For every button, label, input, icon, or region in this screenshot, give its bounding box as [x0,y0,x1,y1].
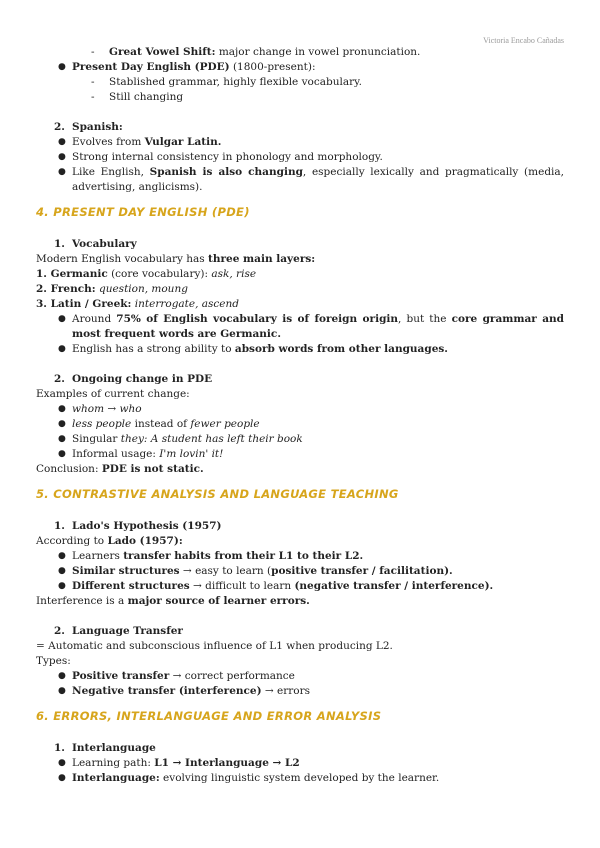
numbered-heading: 1. Interlanguage [54,742,156,754]
paragraph: 1. Germanic (core vocabulary): ask, rise [36,268,257,280]
paragraph: 2. French: question, moung [36,283,188,295]
bullet-icon: ● [58,449,66,459]
list-item: ● less people instead of fewer people [58,418,260,430]
dash-item: - Still changing [91,91,184,103]
bullet-icon: ● [58,581,66,591]
bullet-icon: ● [58,671,66,681]
list-item: ● Positive transfer → correct performance [58,670,295,682]
paragraph: Interference is a major source of learner errors. [36,595,310,607]
list-item: ● Different structures → difficult to learn (negative transfer / interference). [58,580,494,592]
section-heading-4: 4. PRESENT DAY ENGLISH (PDE) [36,205,250,219]
list-item: ● Informal usage: I'm lovin' it! [58,448,224,460]
numbered-heading: 1. Vocabulary [54,238,137,250]
paragraph: Conclusion: PDE is not static. [36,463,204,475]
bullet-icon: ● [58,419,66,429]
list-item: ● Learning path: L1 → Interlanguage → L2 [58,757,300,769]
list-item: ● whom → who [58,403,142,415]
paragraph: 3. Latin / Greek: interrogate, ascend [36,298,240,310]
bullet-icon: ● [58,404,66,414]
list-item: ● Interlanguage: evolving linguistic system developed by the learner. [58,772,440,784]
list-item: ● Evolves from Vulgar Latin. [58,136,222,148]
bullet-icon: ● [58,566,66,576]
numbered-heading: 1. Lado's Hypothesis (1957) [54,520,222,532]
bullet-icon: ● [58,434,66,444]
numbered-heading: 2. Language Transfer [54,625,183,637]
bullet-icon: ● [58,344,66,354]
paragraph: According to Lado (1957): [36,535,183,547]
paragraph: = Automatic and subconscious influence of L1 when producing L2. [36,640,393,652]
list-item: ● English has a strong ability to absorb words from other languages. [58,343,448,355]
numbered-heading: 2. Spanish: [54,121,123,133]
bullet-icon: ● [58,773,66,783]
list-item: ● Singular they: A student has left their book [58,433,303,445]
bullet-icon: ● [58,137,66,147]
list-item: ● Strong internal consistency in phonology and morphology. [58,151,383,163]
bullet-icon: ● [58,758,66,768]
dash-item: - Great Vowel Shift: major change in vowel pronunciation. [91,46,421,58]
bullet-icon: ● [58,167,66,177]
dash-item: - Stablished grammar, highly flexible vocabulary. [91,76,362,88]
section-heading-6: 6. ERRORS, INTERLANGUAGE AND ERROR ANALYSIS [36,709,382,723]
bullet-icon: ● [58,62,66,72]
bullet-icon: ● [58,686,66,696]
list-item: ● Similar structures → easy to learn (positive transfer / facilitation). [58,565,453,577]
document-body [36,45,564,786]
list-item: ● Like English, Spanish is also changing, especially lexically and pragmatically (media, advertising, anglicisms). [58,166,564,193]
author-header: Victoria Encabo Cañadas [483,36,564,45]
list-item: ● Learners transfer habits from their L1 to their L2. [58,550,364,562]
numbered-heading: 2. Ongoing change in PDE [54,373,213,385]
paragraph: Modern English vocabulary has three main layers: [36,253,316,265]
list-item: ● Present Day English (PDE) (1800-present): [58,61,316,73]
bullet-icon: ● [58,551,66,561]
list-item: ● Around 75% of English vocabulary is of foreign origin, but the core grammar and most frequent words are Germanic. [58,313,564,340]
bullet-icon: ● [58,314,66,324]
paragraph: Types: [36,655,71,667]
section-heading-5: 5. CONTRASTIVE ANALYSIS AND LANGUAGE TEACHING [36,487,399,501]
list-item: ● Negative transfer (interference) → errors [58,685,311,697]
paragraph: Examples of current change: [36,388,190,400]
bullet-icon: ● [58,152,66,162]
